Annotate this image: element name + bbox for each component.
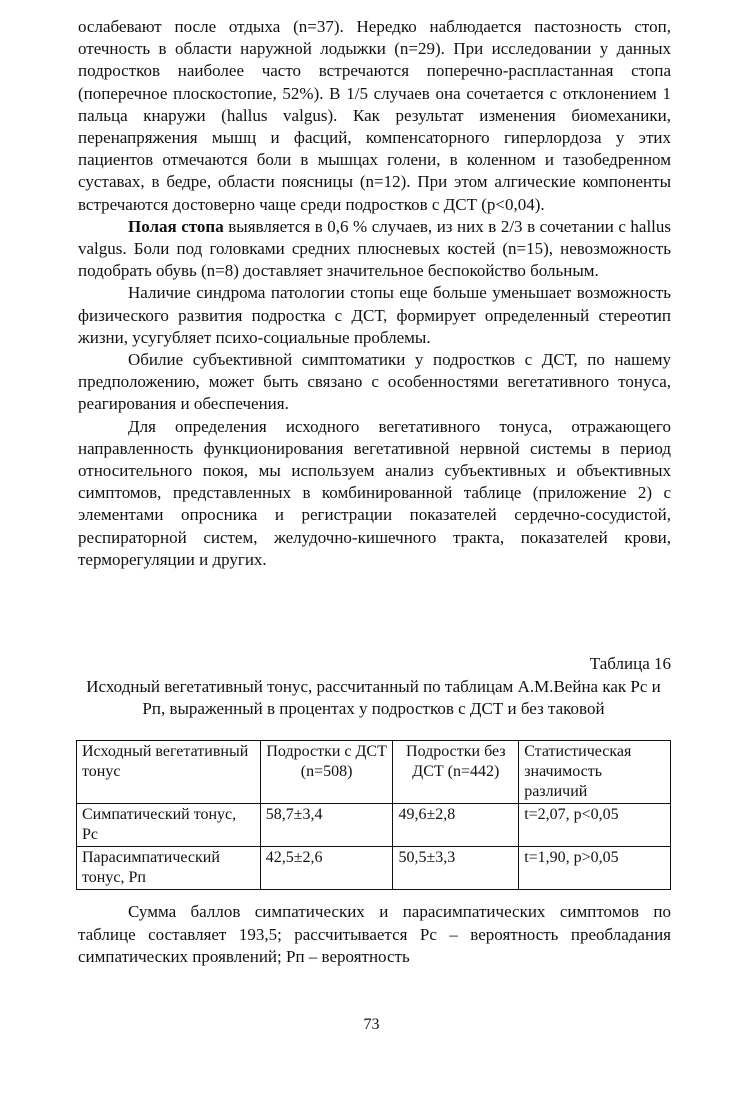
paragraph: Сумма баллов симпатических и парасимпатических симптомов по таблице составляет 193,5; рассчитывается Рс – вероятность преобладания симпатических проявлений; Рп – вероятность	[78, 902, 671, 966]
body-text	[78, 16, 671, 571]
table-header-cell: Исходный вегетативный тонус	[77, 741, 261, 804]
table-cell: Парасимпатический тонус, Рп	[77, 847, 261, 890]
table-cell: 49,6±2,8	[393, 804, 519, 847]
table-header-cell: Подростки без ДСТ (n=442)	[393, 741, 519, 804]
table-row	[77, 804, 671, 847]
paragraph: Обилие субъективной симптоматики у подростков с ДСТ, по нашему предположению, может быть связано с особенностями вегетативного тонуса, реагирования и обеспечения.	[78, 350, 671, 414]
paragraph: Полая стопа выявляется в 0,6 % случаев, из них в 2/3 в сочетании с hallus valgus. Боли под головками средних плюсневых костей (n=15), невозможность подобрать обувь (n=8) доставляет значительное беспокойство больным.	[78, 216, 672, 281]
table-cell: t=1,90, p>0,05	[519, 847, 671, 890]
table-header-cell: Статистическая значимость различий	[519, 741, 671, 804]
table-cell: 50,5±3,3	[393, 847, 519, 890]
paragraph: ослабевают после отдыха (n=37). Нередко наблюдается пастозность стоп, отечность в области наружной лодыжки (n=29). При исследовании у данных подростков наиболее часто встречаются поперечно-распластанная стопа (поперечное плоскостопие, 52%). В 1/5 случаев она сочетается с отклонением 1 пальца кнаружи (hallus valgus). Как результат изменения биомеханики, перенапряжения мышц и фасций, компенсаторного гиперлордоза у этих пациентов отмечаются боли в мышцах голени, в коленном и тазобедренном суставах, в бедре, области поясницы (n=12). При этом алгические компоненты встречаются достоверно чаще среди подростков с ДСТ (р<0,04).	[78, 17, 671, 214]
table-row	[77, 847, 671, 890]
table-caption: Исходный вегетативный тонус, рассчитанный по таблицам А.М.Вейна как Рс и Рп, выраженный в процентах у подростков с ДСТ и без таковой	[86, 677, 661, 718]
page-number: 73	[363, 1016, 380, 1033]
table-header-cell: Подростки с ДСТ (n=508)	[260, 741, 393, 804]
table-number: Таблица 16	[589, 654, 671, 673]
bold-term: Полая стопа	[128, 216, 224, 236]
after-table-text	[78, 901, 671, 969]
table-cell: t=2,07, p<0,05	[519, 804, 671, 847]
table-cell: 42,5±2,6	[260, 847, 393, 890]
table-cell: 58,7±3,4	[260, 804, 393, 847]
vegetative-tone-table	[76, 740, 671, 890]
table-cell: Симпатический тонус, Рс	[77, 804, 261, 847]
table-header-row	[77, 741, 671, 804]
paragraph: Для определения исходного вегетативного тонуса, отражающего направленность функционирования вегетативной нервной системы в период относительного покоя, мы используем анализ субъективных и объективных симптомов, представленных в комбинированной таблице (приложение 2) с элементами опросника и регистрации показателей сердечно-сосудистой, респираторной систем, желудочно-кишечного тракта, показателей крови, терморегуляции и других.	[78, 416, 671, 569]
paragraph: Наличие синдрома патологии стопы еще больше уменьшает возможность физического развития подростка с ДСТ, формирует определенный стереотип жизни, усугубляет психо-социальные проблемы.	[78, 283, 671, 347]
